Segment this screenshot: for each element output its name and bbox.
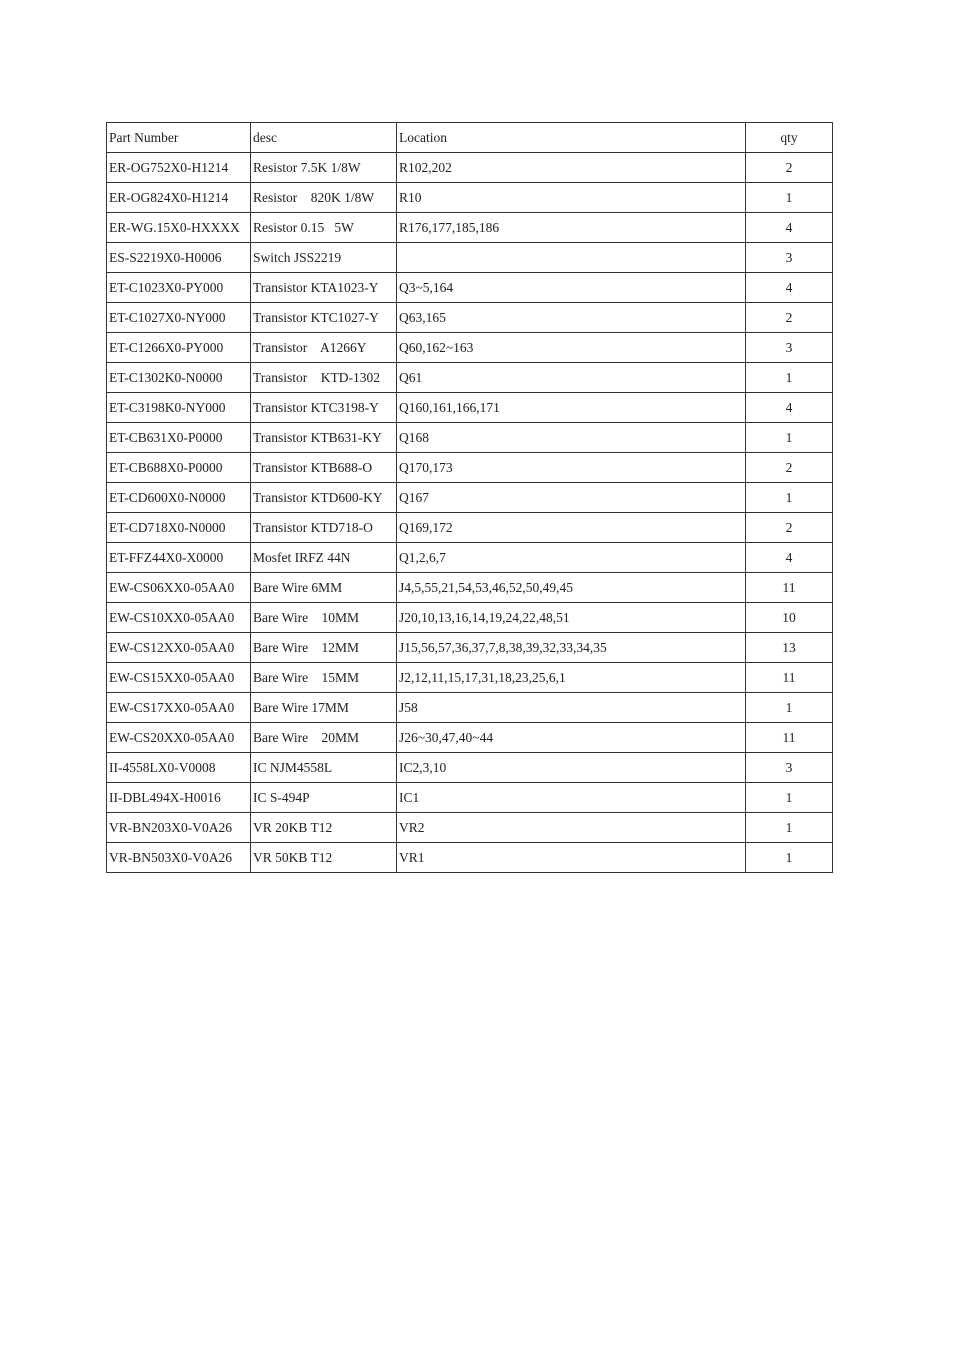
- cell-desc: Mosfet IRFZ 44N: [251, 543, 397, 573]
- table-row: [107, 363, 833, 393]
- cell-desc: Bare Wire 6MM: [251, 573, 397, 603]
- cell-part-number: VR-BN503X0-V0A26: [107, 843, 251, 873]
- cell-part-number: EW-CS06XX0-05AA0: [107, 573, 251, 603]
- cell-qty: 1: [746, 693, 833, 723]
- cell-qty: 1: [746, 483, 833, 513]
- cell-desc: Bare Wire 10MM: [251, 603, 397, 633]
- cell-location: R102,202: [397, 153, 746, 183]
- table-row: [107, 843, 833, 873]
- table-row: [107, 183, 833, 213]
- cell-part-number: EW-CS20XX0-05AA0: [107, 723, 251, 753]
- header-part-number: Part Number: [107, 123, 251, 153]
- cell-location: J2,12,11,15,17,31,18,23,25,6,1: [397, 663, 746, 693]
- table-row: [107, 693, 833, 723]
- table-row: [107, 603, 833, 633]
- table-row: [107, 753, 833, 783]
- cell-part-number: II-DBL494X-H0016: [107, 783, 251, 813]
- cell-qty: 3: [746, 753, 833, 783]
- header-location: Location: [397, 123, 746, 153]
- cell-desc: Transistor KTA1023-Y: [251, 273, 397, 303]
- cell-desc: Transistor KTC1027-Y: [251, 303, 397, 333]
- cell-desc: Resistor 7.5K 1/8W: [251, 153, 397, 183]
- table-row: [107, 723, 833, 753]
- table-row: [107, 573, 833, 603]
- cell-desc: VR 20KB T12: [251, 813, 397, 843]
- cell-part-number: EW-CS17XX0-05AA0: [107, 693, 251, 723]
- header-row: [107, 123, 833, 153]
- cell-desc: Bare Wire 20MM: [251, 723, 397, 753]
- table-row: [107, 243, 833, 273]
- cell-desc: Switch JSS2219: [251, 243, 397, 273]
- bom-sheet: [106, 122, 832, 873]
- cell-desc: IC NJM4558L: [251, 753, 397, 783]
- cell-desc: IC S-494P: [251, 783, 397, 813]
- table-row: [107, 333, 833, 363]
- table-row: [107, 483, 833, 513]
- table-row: [107, 633, 833, 663]
- cell-qty: 4: [746, 393, 833, 423]
- cell-qty: 1: [746, 183, 833, 213]
- table-row: [107, 423, 833, 453]
- cell-qty: 1: [746, 843, 833, 873]
- cell-qty: 1: [746, 363, 833, 393]
- cell-qty: 2: [746, 153, 833, 183]
- cell-part-number: ET-CD718X0-N0000: [107, 513, 251, 543]
- table-row: [107, 153, 833, 183]
- cell-qty: 4: [746, 273, 833, 303]
- cell-location: Q167: [397, 483, 746, 513]
- cell-qty: 3: [746, 333, 833, 363]
- cell-part-number: EW-CS12XX0-05AA0: [107, 633, 251, 663]
- cell-location: R176,177,185,186: [397, 213, 746, 243]
- cell-part-number: ER-OG824X0-H1214: [107, 183, 251, 213]
- cell-location: IC1: [397, 783, 746, 813]
- cell-part-number: ET-C1023X0-PY000: [107, 273, 251, 303]
- cell-part-number: EW-CS15XX0-05AA0: [107, 663, 251, 693]
- cell-desc: Transistor KTD-1302: [251, 363, 397, 393]
- header-qty: qty: [746, 123, 833, 153]
- cell-qty: 1: [746, 423, 833, 453]
- cell-desc: Transistor A1266Y: [251, 333, 397, 363]
- cell-location: J20,10,13,16,14,19,24,22,48,51: [397, 603, 746, 633]
- table-row: [107, 453, 833, 483]
- cell-qty: 13: [746, 633, 833, 663]
- cell-location: J58: [397, 693, 746, 723]
- cell-location: IC2,3,10: [397, 753, 746, 783]
- cell-part-number: VR-BN203X0-V0A26: [107, 813, 251, 843]
- cell-location: VR2: [397, 813, 746, 843]
- cell-qty: 4: [746, 213, 833, 243]
- table-row: [107, 783, 833, 813]
- cell-qty: 2: [746, 513, 833, 543]
- cell-desc: Resistor 0.15 5W: [251, 213, 397, 243]
- table-row: [107, 303, 833, 333]
- cell-qty: 11: [746, 663, 833, 693]
- parts-table: [106, 122, 833, 873]
- cell-part-number: ET-C3198K0-NY000: [107, 393, 251, 423]
- cell-desc: Bare Wire 15MM: [251, 663, 397, 693]
- table-row: [107, 513, 833, 543]
- cell-desc: Bare Wire 17MM: [251, 693, 397, 723]
- cell-qty: 4: [746, 543, 833, 573]
- cell-part-number: ET-C1027X0-NY000: [107, 303, 251, 333]
- cell-location: Q63,165: [397, 303, 746, 333]
- cell-location: Q160,161,166,171: [397, 393, 746, 423]
- cell-part-number: ET-CD600X0-N0000: [107, 483, 251, 513]
- cell-part-number: ET-CB631X0-P0000: [107, 423, 251, 453]
- cell-location: VR1: [397, 843, 746, 873]
- cell-qty: 2: [746, 303, 833, 333]
- cell-part-number: EW-CS10XX0-05AA0: [107, 603, 251, 633]
- table-row: [107, 813, 833, 843]
- cell-location: J15,56,57,36,37,7,8,38,39,32,33,34,35: [397, 633, 746, 663]
- cell-qty: 11: [746, 573, 833, 603]
- cell-location: Q1,2,6,7: [397, 543, 746, 573]
- cell-location: [397, 243, 746, 273]
- cell-location: J4,5,55,21,54,53,46,52,50,49,45: [397, 573, 746, 603]
- table-row: [107, 213, 833, 243]
- cell-location: Q60,162~163: [397, 333, 746, 363]
- cell-location: R10: [397, 183, 746, 213]
- cell-desc: Transistor KTB688-O: [251, 453, 397, 483]
- cell-part-number: II-4558LX0-V0008: [107, 753, 251, 783]
- cell-qty: 2: [746, 453, 833, 483]
- cell-location: Q168: [397, 423, 746, 453]
- cell-qty: 1: [746, 783, 833, 813]
- cell-qty: 3: [746, 243, 833, 273]
- cell-desc: Transistor KTC3198-Y: [251, 393, 397, 423]
- cell-part-number: ET-C1302K0-N0000: [107, 363, 251, 393]
- cell-location: Q170,173: [397, 453, 746, 483]
- cell-part-number: ET-C1266X0-PY000: [107, 333, 251, 363]
- table-body: [107, 153, 833, 873]
- table-row: [107, 663, 833, 693]
- cell-desc: Transistor KTD600-KY: [251, 483, 397, 513]
- table-row: [107, 543, 833, 573]
- cell-qty: 1: [746, 813, 833, 843]
- header-desc: desc: [251, 123, 397, 153]
- cell-part-number: ER-OG752X0-H1214: [107, 153, 251, 183]
- cell-desc: Transistor KTD718-O: [251, 513, 397, 543]
- cell-desc: Resistor 820K 1/8W: [251, 183, 397, 213]
- cell-location: Q61: [397, 363, 746, 393]
- cell-part-number: ET-FFZ44X0-X0000: [107, 543, 251, 573]
- cell-qty: 11: [746, 723, 833, 753]
- cell-location: J26~30,47,40~44: [397, 723, 746, 753]
- cell-qty: 10: [746, 603, 833, 633]
- cell-desc: Bare Wire 12MM: [251, 633, 397, 663]
- table-row: [107, 273, 833, 303]
- cell-location: Q169,172: [397, 513, 746, 543]
- cell-location: Q3~5,164: [397, 273, 746, 303]
- table-row: [107, 393, 833, 423]
- cell-part-number: ER-WG.15X0-HXXXX: [107, 213, 251, 243]
- cell-desc: Transistor KTB631-KY: [251, 423, 397, 453]
- cell-part-number: ET-CB688X0-P0000: [107, 453, 251, 483]
- cell-desc: VR 50KB T12: [251, 843, 397, 873]
- cell-part-number: ES-S2219X0-H0006: [107, 243, 251, 273]
